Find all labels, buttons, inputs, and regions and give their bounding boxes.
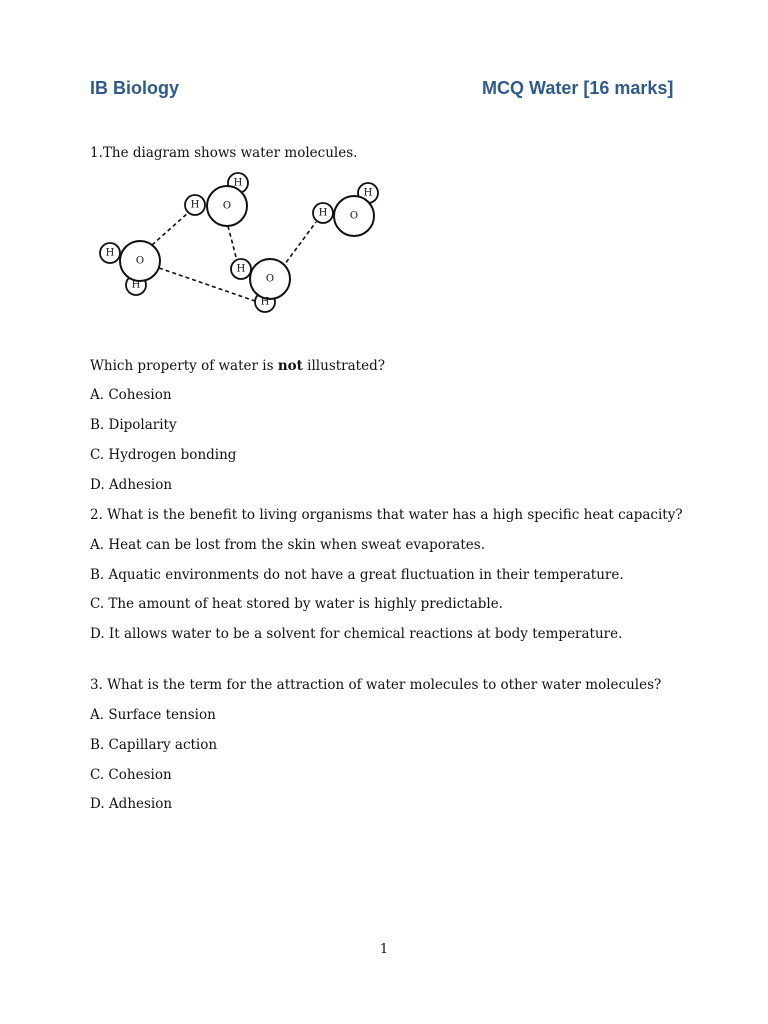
hydrogen-bond bbox=[282, 222, 316, 268]
question-2-option-a: A. Heat can be lost from the skin when sweat evaporates. bbox=[90, 537, 485, 553]
document-subject-title: IB Biology bbox=[90, 78, 179, 98]
hydrogen-label: H bbox=[233, 177, 243, 189]
question-1-option-b: B. Dipolarity bbox=[90, 417, 177, 433]
quiz-title: MCQ Water [16 marks] bbox=[482, 78, 674, 98]
hydrogen-label: H bbox=[236, 263, 246, 275]
question-1-option-d: D. Adhesion bbox=[90, 477, 173, 493]
stem-text: Which property of water is bbox=[90, 358, 278, 374]
question-3-option-d: D. Adhesion bbox=[90, 796, 173, 812]
question-2-option-c: C. The amount of heat stored by water is highly predictable. bbox=[90, 596, 503, 612]
oxygen-label: O bbox=[222, 200, 232, 212]
hydrogen-bond bbox=[152, 212, 189, 245]
question-3-option-b: B. Capillary action bbox=[90, 737, 218, 753]
question-2-option-d: D. It allows water to be a solvent for chemical reactions at body temperature. bbox=[90, 626, 623, 642]
oxygen-label: O bbox=[135, 255, 145, 267]
question-3-option-c: C. Cohesion bbox=[90, 767, 172, 783]
hydrogen-bond bbox=[228, 226, 237, 261]
hydrogen-label: H bbox=[131, 279, 141, 291]
oxygen-label: O bbox=[265, 273, 275, 285]
question-1-stem bbox=[90, 357, 385, 375]
stem-text: illustrated? bbox=[302, 358, 385, 374]
question-3-option-a: A. Surface tension bbox=[90, 707, 216, 723]
question-2-option-b: B. Aquatic environments do not have a great fluctuation in their temperature. bbox=[90, 567, 624, 583]
question-1-option-a: A. Cohesion bbox=[90, 387, 172, 403]
hydrogen-label: H bbox=[105, 247, 115, 259]
question-3-stem: 3. What is the term for the attraction of water molecules to other water molecules? bbox=[90, 677, 662, 693]
question-1-intro: 1.The diagram shows water molecules. bbox=[90, 145, 358, 161]
hydrogen-label: H bbox=[318, 207, 328, 219]
hydrogen-label: H bbox=[260, 296, 270, 308]
water-molecules-diagram bbox=[96, 172, 396, 317]
hydrogen-label: H bbox=[190, 199, 200, 211]
hydrogen-label: H bbox=[363, 187, 373, 199]
oxygen-label: O bbox=[349, 210, 359, 222]
stem-emphasis: not bbox=[277, 358, 303, 374]
page-number: 1 bbox=[379, 942, 389, 957]
question-1-option-c: C. Hydrogen bonding bbox=[90, 447, 237, 463]
question-2-stem: 2. What is the benefit to living organisms that water has a high specific heat capacity? bbox=[90, 507, 683, 523]
